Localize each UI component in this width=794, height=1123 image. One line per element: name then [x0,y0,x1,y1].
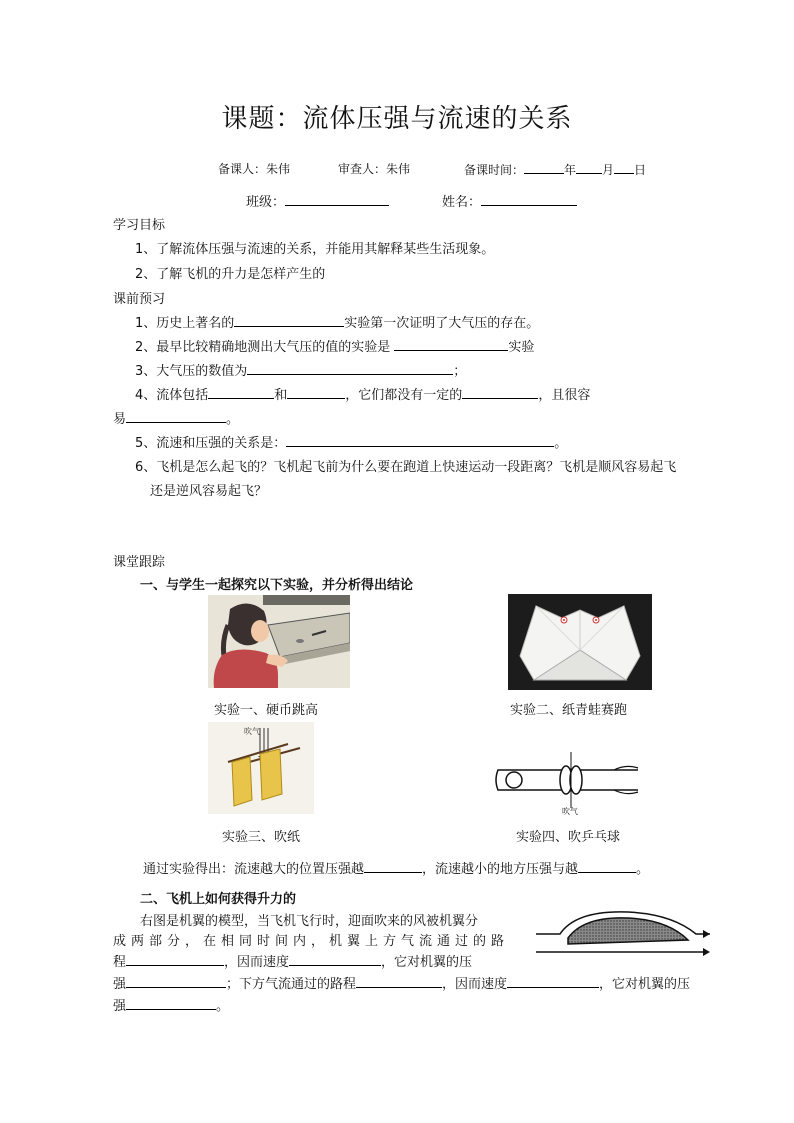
classroom-heading: 课堂跟踪 [113,555,166,570]
reviewer: 审查人：朱伟 [338,162,411,176]
preview-q4 [135,384,590,403]
q5-blank[interactable] [286,433,554,447]
part1-title: 一、与学生一起探究以下实验，并分析得出结论 [140,578,414,593]
q1-text-end: 实验第一次证明了大气压的存在。 [344,316,540,331]
p2-l4-mid2: ，因而速度 [442,977,508,992]
q3-text-end: ； [453,364,467,379]
ping-pong-image [494,748,642,816]
name-label: 姓名： [442,195,482,210]
lower-path-blank[interactable] [356,974,442,988]
q4-text: 4、流体包括 [135,388,209,403]
q4-text-mid: ，它们都没有一定的 [345,388,463,403]
exp1-caption: 实验一、硬币跳高 [214,703,319,718]
goal-item: 1、了解流体压强与流速的关系，并能用其解释某些生活现象。 [135,242,495,257]
q2-text: 2、最早比较精确地测出大气压的值的实验是 [135,340,391,355]
preview-q6-cont: 还是逆风容易起飞？ [150,484,268,499]
conclusion-text-mid: ，流速越小的地方压强与越 [422,862,579,877]
year-label: 年 [564,163,577,177]
q4-blank-1[interactable] [208,385,274,399]
part2-text-line2: 成两部分，在相同时间内，机翼上方气流通过的路 [113,934,510,949]
p2-l3-mid: ，因而速度 [224,955,290,970]
q4-blank-2[interactable] [287,385,345,399]
part2-text-line4 [113,973,690,992]
class-blank[interactable] [285,192,389,206]
lower-speed-blank[interactable] [507,974,599,988]
p2-l4-text: 强 [113,977,127,992]
preview-q2 [135,336,534,355]
class-field [246,191,389,210]
q4-text-end: ，且很容 [538,388,591,403]
part2-text-line3 [113,951,472,970]
q2-text-end: 实验 [508,340,535,355]
q3-blank[interactable] [247,361,453,375]
q3-text: 3、大气压的数值为 [135,364,248,379]
q1-blank[interactable] [234,313,344,327]
part2-text-line1: 右图是机翼的模型，当飞机飞行时，迎面吹来的风被机翼分 [140,914,479,929]
p2-l3-text: 程 [113,955,127,970]
conclusion-text: 通过实验得出：流速越大的位置压强越 [143,862,365,877]
paper-frog-image [508,594,652,690]
name-field [442,191,577,210]
blow-label-2: 吹气 [562,807,578,816]
q5-text: 5、流速和压强的关系是： [135,436,287,451]
p2-l5-end: 。 [216,999,230,1014]
q1-text: 1、历史上著名的 [135,316,235,331]
q4-blank-4[interactable] [126,409,226,423]
preview-heading: 课前预习 [113,292,166,307]
preview-q1 [135,312,539,331]
class-label: 班级： [246,195,286,210]
q4-text-period: 。 [226,412,240,427]
conclusion-blank-1[interactable] [364,859,422,873]
goals-heading: 学习目标 [113,218,166,233]
exp4-caption: 实验四、吹乒乓球 [516,830,621,845]
conclusion-text-end: 。 [636,862,650,877]
q4-text-and: 和 [274,388,288,403]
month-blank[interactable] [576,160,602,174]
preview-q5 [135,432,567,451]
preview-q3 [135,360,466,379]
exp2-caption: 实验二、纸青蛙赛跑 [510,703,628,718]
time-label: 备课时间： [464,163,525,177]
part2-title: 二、飞机上如何获得升力的 [140,892,297,907]
day-label: 日 [634,163,647,177]
p2-l4-end: ，它对机翼的压 [599,977,691,992]
day-blank[interactable] [614,160,634,174]
preview-q6: 6、飞机是怎么起飞的？飞机起飞前为什么要在跑道上快速运动一段距离？飞机是顺风容易起飞 [135,460,677,475]
part2-text-line5 [113,995,229,1014]
conclusion [143,858,649,877]
conclusion-blank-2[interactable] [578,859,636,873]
page-title: 课题：流体压强与流速的关系 [221,104,573,134]
prep-time [464,160,646,178]
name-blank[interactable] [481,192,577,206]
p2-l5-text: 强 [113,999,127,1014]
q2-blank[interactable] [394,337,508,351]
p2-l4-mid: ；下方气流通过的路程 [226,977,357,992]
exp3-caption: 实验三、吹纸 [222,830,301,845]
upper-speed-blank[interactable] [289,952,381,966]
q4-blank-3[interactable] [462,385,538,399]
preview-q4-cont [113,408,239,427]
upper-path-blank[interactable] [126,952,224,966]
blow-label-1: 吹气 [244,727,260,736]
preparer: 备课人：朱伟 [218,162,291,176]
wing-diagram [532,902,714,964]
q4-text-cont: 易 [113,412,127,427]
lower-pressure-blank[interactable] [126,996,216,1010]
year-blank[interactable] [524,160,564,174]
month-label: 月 [602,163,615,177]
goal-item: 2、了解飞机的升力是怎样产生的 [135,267,326,282]
coin-jump-image [208,595,350,688]
q5-text-end: 。 [554,436,568,451]
blow-paper-image [208,722,314,814]
upper-pressure-blank[interactable] [126,974,226,988]
p2-l3-end: ，它对机翼的压 [381,955,473,970]
